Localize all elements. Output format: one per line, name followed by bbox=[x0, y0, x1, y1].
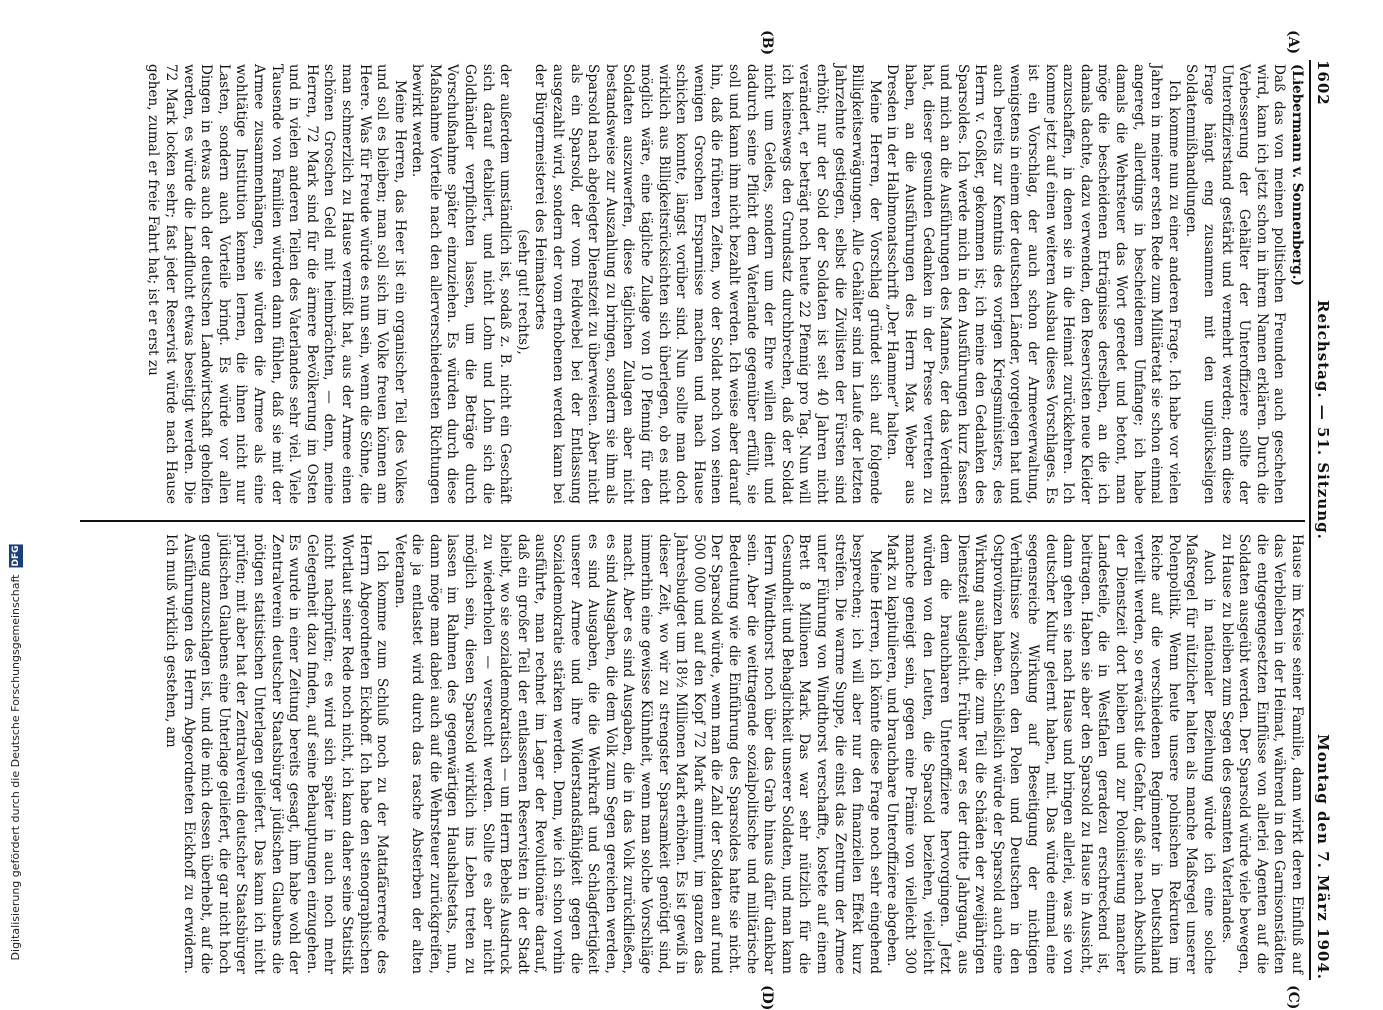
paragraph: Daß das von meinen politischen Freunden auch geschehen wird, kann ich jetzt schon in ihrem Namen erklären. Durch die Verbesserung der Gehälter der Unteroffiziere sollte der Unteroffizierstand gestärkt und vermehrt werden; denn diese Frage hängt eng zusammen mit den unglückseligen Soldatenmißhandlungen. bbox=[1183, 64, 1288, 504]
dfg-logo: DFG bbox=[11, 544, 21, 566]
session-title: Reichstag. — 51. Sitzung. bbox=[1314, 300, 1332, 540]
margin-letter-c: (C) bbox=[1285, 985, 1301, 1010]
interjection: (sehr gut! rechts), bbox=[514, 229, 531, 355]
page-number: 1602 bbox=[1314, 60, 1332, 106]
margin-letter-b: (B) bbox=[759, 30, 775, 56]
page-header bbox=[1309, 60, 1335, 980]
paragraph: Meine Herren, ich könnte diese Frage noch sehr eingehend besprechen; ich will aber nur den finanziellen Effekt kurz streifen. Die warme Suppe, die einst das Zentrum der Armee unter Führung von Windthorst verschaffte, kostete auf einem Brett 8 Millionen Mark. Das war sehr nützlich für die Gesundheit und Behaglichkeit unserer Soldaten, und man kann Herrn Windthorst noch über das Grab hinaus dafür dankbar sein. Aber die weittragende sozialpolitische und militärische Bedeutung wie die Einführung des Sparsoldes hatte sie nicht. Der Sparsold würde, wenn man die Zahl der Soldaten auf rund 500 000 und auf den Kopf 72 Mark annimmt, im ganzen das Jahresbudget um 18½ Millionen Mark erhöhen. Es ist gewiß in dieser Zeit, wo wir zu strengster Sparsamkeit genötigt sind, immerhin eine gewisse Kühnheit, wenn man solche Vorschläge macht. Aber es sind Ausgaben, die in das Volk zurückfließen, es sind Ausgaben, die dem Volk zum Segen gereichen werden, es sind Ausgaben, die die Wehrkraft und Schlagfertigkeit unserer Armee und ihre Widerstandsfähigkeit gegen die Sozialdemokratie stärken werden. Denn, wie ich schon vorhin ausführte, man rechnet im Lager der Revolutionäre darauf, daß ein großer Teil der entlassenen Reservisten in der Stadt bleibt, wo sie sozialdemokratisch — um Herrn Bebels Ausdruck zu wiederholen — verseucht werden. Sollte es aber nicht möglich sein, diesen Sparsold wirklich ins Leben treten zu lassen im Rahmen des gegenwärtigen Haushaltsetats, nun, dann möge man dabei auch auf die Wehrsteuer zurückgreifen, die ja entlastet wird durch das rasche Absterben der alten Veteranen. bbox=[391, 534, 883, 974]
paragraph: Auch in nationaler Beziehung würde ich eine solche Maßregel für nützlicher halten als manche Maßregel unserer Polenpolitik. Wenn heute unsere polnischen Rekruten im Reiche auf die verschiedenen Regimenter in Deutschland verteilt werden, so erwächst die Gefahr, daß sie nach Abschluß der Dienstzeit dort bleiben und zur Polonisierung mancher Landesteile, die in Westfalen geradezu erschreckend ist, beitragen. Haben sie aber den Sparsold zu Hause in Aussicht, dann gehen sie nach Hause und bringen allerlei, was sie von deutscher Kultur gelernt haben, mit. Das würde einmal eine segensreiche Wirkung auf Beseitigung der nichtigen Verhältnisse zwischen den Polen und Deutschen in den Ostprovinzen haben. Schließlich würde der Sparsold auch eine Wirkung ausüben, die zum Teil die Schäden der zweijährigen Dienstzeit ausgleicht. Früher war es der dritte Jahrgang, aus dem die brauchbaren Unteroffiziere hervorgingen. Jetzt würden von den Leuten, die Sparsold beziehen, vielleicht manche geneigt sein, gegen eine Prämie von vielleicht 300 Mark zu kapitulieren, und brauchbare Unteroffiziere abgeben. bbox=[884, 534, 1218, 974]
paragraph: Meine Herren, der Vorschlag gründet sich auf folgende Billigkeitserwägungen. Alle Gehälter sind im Laufe der letzten Jahrzehnte gestiegen, selbst die Zivilisten der Fürsten sind erhöht; nur der Sold der Soldaten ist seit 40 Jahren nicht verändert, er beträgt noch heute 22 Pfennig pro Tag. Nun will ich keineswegs den Grundsatz durchbrechen, daß der Soldat nicht um Geldes, sondern um der Ehre willen dient und dadurch seine Pflicht dem Vaterlande gegenüber erfüllt, sie soll und kann ihm nicht bezahlt werden. Ich weise aber darauf hin, daß die früheren Zeiten, wo der Soldat noch von seinen wenigen Groschen Ersparnisse machen und nach Hause schicken konnte, längst vorüber sind. Nun sollte man doch wirklich aus Billigkeitsrücksichten sich überlegen, ob es nicht möglich wäre, eine tägliche Zulage von 10 Pfennig für den Soldaten auszuwerfen, diese täglichen Zulagen aber nicht bestandsweise zur Auszahlung zu bringen, sondern sie ihm als Sparsold nach abgelegter Dienstzeit zu überweisen. Aber nicht als ein Sparsold, der vom Feldwebel bei der Entlassung ausgezahlt wird, sondern der vom erhobenen werden kann bei der Bürgermeisterei des Heimatsortes bbox=[532, 64, 883, 504]
paragraph: Ich komme nun zu einer anderen Frage. Ich habe vor vielen Jahren in meiner ersten Rede zum Militäretat sie schon einmal angeregt, allerdings in bescheidenem Umfange; ich habe damals die Wehrsteuer das Wort geredet und betont, man möge die bescheidenen Erträgnisse derselben, an die ich damals dachte, dazu verwenden, den Reservisten neue Kleider anzuschaffen, in denen sie in die Heimat zurückkehren. Ich komme jetzt auf einen weiteren Ausbau dieses Vorschlages. Es ist ein Vorschlag, der auch schon der Armeeverwaltung, wenigstens in einem der deutschen Länder, vorgelegen hat und auch bereits zur Kenntnis des vorigen Kriegsministers, des Herrn v. Goßler, gekommen ist; ich meine den Gedanken des Sparsoldes. Ich werde mich in den Ausführungen kurz fassen und mich an die Ausführungen des Mannes, der das Verdienst hat, dieser gesunden Gedanken in der Presse vertreten zu haben, an die Ausführungen des Herrn Max Weber aus Dresden in der Halbmonatsschrift „Der Hammer“ halten. bbox=[884, 64, 1182, 504]
digitization-credit-text: Digitalisierung gefördert durch die Deutsche Forschungsgemeinschaft bbox=[9, 574, 22, 960]
paragraph: Ich komme zum Schluß noch zu der Mattafärerrede des Herrn Abgeordneten Eickhoff. Ich habe den stenographischen Wortlaut seiner Rede noch nicht, ich kann daher seine Statistik nicht nachprüfen; es wird sich später in auch noch mehr Gelegenheit dazu finden, auf seine Behauptungen einzugehen. Es wurde in einer Zeitung bereits gesagt, ihm habe wohl der Zentralverein deutscher Staatsbürger jüdischen Glaubens die nötigen statistischen Unterlagen geliefert. Das kann ich nicht prüfen; mit aber hat der Zentralverein deutscher Staatsbürger jüdischen Glaubens eine Unterlage geliefert, die gar nicht hoch genug anzuschlagen ist, und die mich dessen überhebt, auf die Ausführungen des Herrn Abgeordneten Eickhoff zu erwidern. Ich muß wirklich gestehen, am bbox=[163, 534, 391, 974]
scanned-page bbox=[75, 30, 1335, 1010]
session-date: Montag den 7. März 1904. bbox=[1314, 734, 1332, 980]
left-column bbox=[144, 64, 1305, 504]
speaker-name: (Liebermann v. Sonnenberg.) bbox=[1289, 64, 1305, 286]
digitization-credit-strip bbox=[0, 0, 32, 1000]
digitization-credit bbox=[9, 544, 23, 960]
paragraph: Meine Herren, das Heer ist ein organischer Teil des Volkes und soll es bleiben; man soll sich im Volke freuen können am Heere. Was für Freude würde es nun sein, wenn die Söhne, die man schmerzlich zu Hause vermißt hat, aus der Armee einen schönen Groschen Geld mit heimbrächten, — denn, meine Herren, 72 Mark sind für die ärmere Bevölkerung im Osten und in vielen anderen Teilen des Vaterlandes sehr viel. Viele Tausende von Familien würden dann fühlen, daß sie mit der Armee zusammenhängen, sie würden die Armee als eine wohltätige Institution kennen lernen, die ihnen nicht nur Lasten, sondern auch Vorteile bringt. Es würde vor allen Dingen in etwas auch der deutschen Landwirtschaft geholfen werden, es würde die Landflucht etwas beseitigt werden. Die 72 Mark locken sehr; fast jeder Reservist würde nach Hause gehen, zumal er freie Fahrt hat; ist er erst zu bbox=[145, 64, 408, 504]
margin-letter-d: (D) bbox=[759, 985, 775, 1010]
right-column bbox=[161, 534, 1305, 974]
paragraph: der außerdem umständlich ist, sodaß z. B. nicht ein Geschäft sich darauf etabliert, und nicht Lohn und Lohn sich die Goldhändler verpflichten lassen, um die Beträge durch Vorschußnahme später einzuziehen. Es würden durch diese Maßnahme Vorteile nach den allerverschiedensten Richtungen bewirkt werden. bbox=[409, 64, 514, 504]
margin-letter-a: (A) bbox=[1285, 30, 1301, 55]
column-divider bbox=[80, 520, 1305, 522]
paragraph: Hause im Kreise seiner Familie, dann wirkt deren Einfluß auf das Verbleiben in der Heimat, während in den Garnisonstädten die entgegengesetzten Einflüsse von allerlei Agenten auf die Soldaten ausgeübt werden. Der Sparsold würde viele bewegen, zu Hause zu bleiben zum Segen des gesamten Vaterlandes. bbox=[1218, 534, 1305, 974]
